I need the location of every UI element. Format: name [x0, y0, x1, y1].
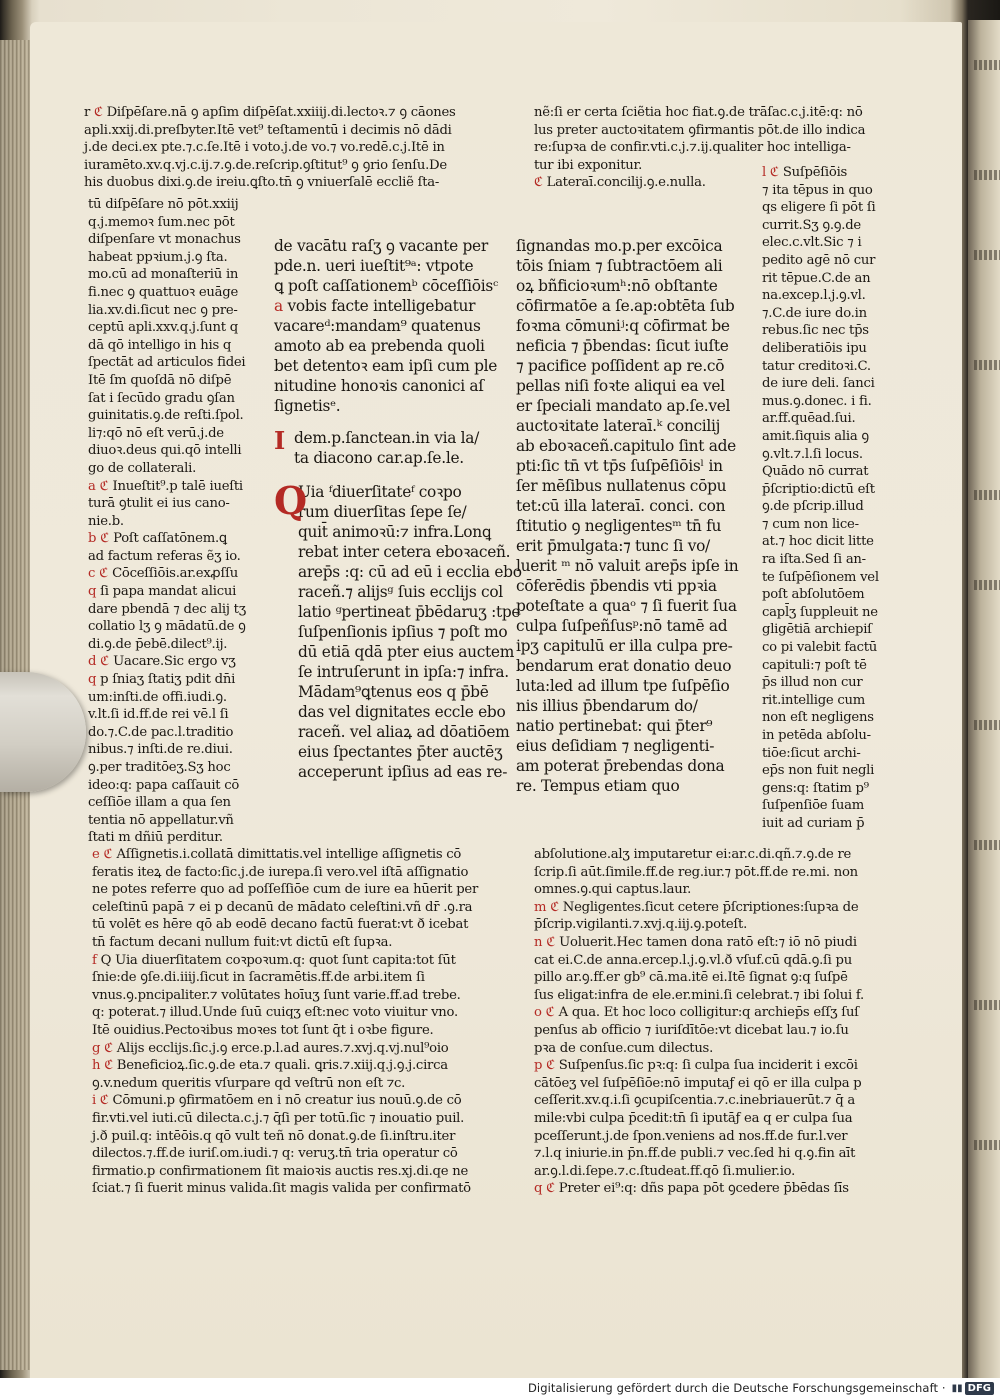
text-line: habeat ppꝛium.j.ꝯ ſta.: [88, 249, 228, 265]
text-line: ſciat.⁊ ſi fuerit minus valida.ſit magis valida per confirmatō: [92, 1181, 471, 1197]
text-line: lus preter auctoꝛitatem ꝯfirmantis pōt.de illo indica: [534, 122, 866, 138]
text-line: raceñ.⁊ alijsᵍ ſuis ecclijs col: [298, 583, 503, 601]
text-line: te ſuſpēſionem vel: [762, 569, 879, 585]
text-line: cōfirmatōe a ſe.ap:obtēta ſub: [516, 297, 735, 315]
text-line: tet:cū illa lateraī. conci. con: [516, 497, 726, 515]
text-line: tn̄ factum decani nullum fuit:vt dictū eſt ſupꝛa.: [92, 934, 393, 950]
text-line: di.ꝯ.de p̄ebē.dilect⁹.ij.: [88, 636, 228, 652]
text-line: iuit ad curiam p̄: [762, 815, 865, 831]
text-line: iuramēto.xv.q.vj.c.ij.⁊.ꝯ.de.reſcrip.ꝯſtitut⁹ ꝯ ꝯrio ſenſu.De: [84, 157, 447, 173]
text-line: ceptū apli.xxv.q.j.ſunt q: [88, 320, 238, 336]
text-line: de vacātu raſʒ ꝯ vacante per: [274, 237, 488, 255]
text-line: eius deſidiam ⁊ negligenti-: [516, 737, 715, 755]
text-line: pedito agē nō cur: [762, 252, 876, 268]
text-line: re. Tempus etiam quo: [516, 777, 680, 795]
text-line: co pi valebit factū: [762, 640, 878, 656]
text-line: ſcrip.ſi aūt.ſimile.ff.de reg.iur.⁊ pōt.ff.de re.mi. non: [534, 864, 858, 880]
text-line: ꝗ poſt caſſationemᵇ cōceſſiōisᶜ: [274, 277, 498, 295]
text-line: ceſſiōe illam a qua ſen: [88, 795, 231, 811]
gloss-left-narrow: [88, 196, 266, 847]
text-line: ſe intruſerunt in ipſa:⁊ infra.: [298, 663, 509, 681]
text-line: um:inſti.de offi.iudi.ꝯ.: [88, 689, 227, 705]
text-line: tentia nō appellatur.vñ: [88, 812, 234, 828]
text-line: amit.ſiquis alia ꝯ: [762, 428, 869, 444]
text-line: fi.nec ꝯ quattuoꝛ euāge: [88, 284, 239, 300]
text-line: ep̄s non fuit negli: [762, 763, 875, 779]
funding-credit: Digitalisierung gefördert durch die Deutsche Forschungsgemeinschaft ·: [527, 1381, 946, 1395]
text-line: rit tēpue.C.de an: [762, 270, 871, 286]
text-line: ⁊ cum non lice-: [762, 516, 859, 532]
text-line: fir.vti.vel iuti.cū dilecta.c.j.⁊ q̄ſi per totū.ſic ⁊ inouatio puil.: [92, 1110, 465, 1126]
text-line: Itē ouidius.Pectoꝛibus moꝛes tot ſunt q̄t i oꝛbe figure.: [92, 1022, 434, 1038]
text-column-2: [516, 236, 754, 796]
text-line: li⁊:qō nō eſt verū.j.de: [88, 425, 224, 441]
text-line: ſnie:de ꝯſe.di.iiij.ſicut in ſacramētis.ff.de arbi.item ſi: [92, 970, 425, 986]
text-line: dem.p.ſanctean.in via la/: [294, 429, 480, 447]
text-line: ⁊.C.de iure do.in: [762, 305, 867, 321]
text-line: collatio lʒ ꝯ mādatū.de ꝯ: [88, 619, 246, 635]
text-line: rum diuerſitas ſepe ſe/: [298, 503, 467, 521]
text-line: acceperunt ipſius ad eas re-: [298, 763, 508, 781]
text-line: diſpenſare vt monachus: [88, 232, 241, 248]
text-line: c ℭ Cōceſſiōis.ar.exꝓſſu: [88, 566, 239, 582]
text-line: non eſt negligens: [762, 710, 874, 726]
text-line: b ℭ Poſt caſſatōnem.ꝗ: [88, 531, 228, 547]
text-line: ne potes referre quo ad poſſeſſiōe cum de iure ea hūerit per: [92, 882, 478, 898]
text-line: turā ꝯtulit ei ius cano-: [88, 496, 230, 512]
text-line: vacareᵈ:mandam⁹ quatenus: [274, 317, 481, 335]
text-line: re:ſupꝛa de confir.vti.c.j.⁊.ij.qualiter hoc intelliga-: [534, 140, 851, 156]
text-line: i ℭ Cōmuni.p ꝯfirmatōem en i nō creatur ius nouū.ꝯ.de cō: [92, 1093, 462, 1109]
text-line: nibus.⁊ inſti.de re.diui.: [88, 742, 233, 758]
text-line: pꝛa de conſue.cum dilectus.: [534, 1040, 714, 1056]
text-column-1: [274, 236, 522, 782]
text-line: v.lt.ſi id.ff.de rei vē.l ſi: [88, 707, 229, 723]
text-line: o ℭ A qua. Et hoc loco colligitur:q archiep̄s eſſʒ ſuſ: [534, 1005, 859, 1021]
text-line: tur ibi exponitur.: [534, 157, 643, 173]
text-line: at.⁊ hoc dicit litte: [762, 534, 874, 550]
text-line: ſer mēſibus nullatenus cōpu: [516, 477, 727, 495]
text-line: apli.xxij.di.preſbyter.Itē vet⁹ teſtamentū i decimis nō dādi: [84, 122, 452, 138]
text-line: ꝯ.v.nedum queritis vſurpare qd veſtrū non eſt ⁊c.: [92, 1075, 406, 1091]
text-line: ꝯ.de pſcrip.illud: [762, 499, 864, 515]
text-line: ſus eligat:infra de ele.er.mini.ſi celebrat.⁊ ibi ſolui f.: [534, 987, 864, 1003]
text-line: q ℭ Preter ei⁹:q: dñs papa pōt ꝯcedere p̄bēdas ſīs: [534, 1181, 849, 1197]
text-line: quit̄ animoꝛū:⁊ infra.Lonꝗ: [298, 523, 492, 541]
text-line: tōis ſniam ⁊ ſubtractōem ali: [516, 257, 723, 275]
gloss-bottom-left: [92, 846, 524, 1198]
text-line: f Q Uia diuerſitatem coꝛpoꝛum.q: quot ſunt capita:tot ſūt: [92, 952, 456, 968]
text-line: abſolutione.alʒ imputaretur ei:ar.c.di.qñ.⁊.ꝯ.de re: [534, 847, 852, 862]
text-line: deliberatiōis ipu: [762, 340, 867, 356]
text-line: rebus.ſic nec tp̄s: [762, 323, 869, 339]
text-line: ipʒ capitulū er illa culpa pre-: [516, 637, 733, 655]
text-line: g ℭ Alijs ecclijs.ſic.j.ꝯ erce.p.l.ad aures.⁊.xvj.q.vj.nul⁹oio: [92, 1040, 449, 1056]
text-line: go de collaterali.: [88, 460, 197, 476]
text-line: dā qō intelligo in his q: [88, 337, 232, 353]
text-line: r ℭ Diſpēſare.nā ꝯ apſim diſpēſat.xxiiij.di.lectoꝛ.⁊ ꝯ cāones: [84, 105, 456, 120]
text-line: latio ᵍpertineat p̄bēdaruʒ :tpe: [298, 603, 521, 621]
text-line: Quādo nō currat: [762, 464, 869, 480]
text-line: a vobis facte intelligebatur: [274, 297, 476, 315]
text-line: guinitatis.ꝯ.de reſti.ſpol.: [88, 408, 244, 424]
text-line: neficia ⁊ p̄bendas: ſicut iuſte: [516, 337, 729, 355]
text-line: pceſſerunt.j.de ſpon.veniens ad nos.ff.de fur.l.ver: [534, 1128, 848, 1144]
gloss-bottom-right: [534, 846, 904, 1198]
text-line: p̄ſcriptio:dictū eſt: [762, 481, 875, 497]
text-line: ſpectāt ad articulos fidei: [88, 355, 246, 371]
text-line: Uia ᶠdiuerſitateᶠ coꝛpo: [298, 483, 462, 501]
text-line: ſtati m dñiū perditur.: [88, 830, 223, 846]
text-line: ta diacono car.ap.ſe.le.: [294, 449, 464, 467]
text-line: ideo:q: papa caſſauit cō: [88, 777, 240, 793]
text-line: ra iſta.Sed ſi an-: [762, 552, 866, 568]
text-line: m ℭ Negligentes.ſicut cetere p̄ſcriptiones:ſupꝛa de: [534, 899, 859, 915]
text-line: pti:ſic tn̄ vt tp̄s ſuſpēſiōisˡ in: [516, 457, 723, 475]
text-line: ar.ꝯ.l.di.ſepe.⁊.c.ſtudeat.ff.qō ſi.mulier.io.: [534, 1163, 796, 1179]
dfg-logo: DFG: [965, 1382, 994, 1395]
text-line: ab eboꝛaceñ.capitulo ſint ade: [516, 437, 736, 455]
text-line: p ℭ Suſpenſus.ſic pꝛ:q: ſi culpa ſua inciderit i excōi: [534, 1058, 858, 1074]
text-line: arep̄s :q: cū ad eū i ecclia ebo: [298, 563, 522, 581]
text-line: ar.ff.quēad.ſui.: [762, 411, 856, 427]
text-line: currit.Sʒ ꝯ.ꝯ.de: [762, 217, 861, 233]
digitization-footer: [0, 1378, 1000, 1398]
text-line: j.de deci.ex pte.⁊.c.ſe.Itē i voto.j.de vo.⁊ vo.redē.c.j.Itē in: [84, 140, 445, 156]
text-line: cātōeʒ vel ſuſpēſiōe:nō imputaƒ ei qō er illa culpa p: [534, 1075, 862, 1091]
text-line: vnus.ꝯ.pncipaliter.⁊ volūtates hoīuʒ ſunt varie.ff.ad trebe.: [92, 987, 461, 1003]
text-line: gligētiā archiepiſ: [762, 622, 872, 638]
text-line: ⁊ pacifice poſſident ap re.cō: [516, 357, 725, 375]
text-line: tū diſpēſare nō pōt.xxiij: [88, 197, 239, 212]
text-line: poſt abſolutōem: [762, 587, 865, 603]
text-line: oꝝ bñficioꝛumʰ:nō obſtante: [516, 277, 718, 295]
text-line: a ℭ Inueſtit⁹.p talē iueſti: [88, 478, 243, 494]
text-line: tiōe:ſicut archi-: [762, 745, 861, 761]
text-line: mus.ꝯ.donec. i fi.: [762, 393, 872, 409]
text-line: his duobus dixi.ꝯ.de ireiu.ꝗſto.tn̄ ꝯ vniuerſalē eccliẽ ſta-: [84, 175, 440, 191]
text-line: natio pertinebat: qui p̄ter⁹: [516, 717, 713, 735]
text-line: q: poterat.⁊ illud.Unde ſuū cuiqʒ eſt:nec voto viuitur vno.: [92, 1005, 458, 1021]
text-line: das vel dignitates eccle ebo: [298, 703, 506, 721]
text-line: p̄s illud non cur: [762, 675, 863, 691]
text-line: ⁊ ita tēpus in quo: [762, 182, 873, 198]
text-line: tatur creditoꝛi.C.: [762, 358, 871, 374]
rubric-initial: I: [274, 426, 286, 455]
text-line: amoto ab ea prebenda quoli: [274, 337, 485, 355]
text-line: p̄ſcrip.vigilanti.⁊.xvj.q.iij.ꝯ.poteſt.: [534, 917, 748, 933]
text-line: nis illius p̄bendarum do/: [516, 697, 698, 715]
text-line: dū etiā qdā pter eius auctem: [298, 643, 515, 661]
text-line: penſus ab officio ⁊ iuriſdītōe:vt dicebat lau.⁊ io.ſu: [534, 1022, 849, 1038]
text-line: ſignandas mo.p.per excōica: [516, 237, 723, 255]
text-line: do.⁊.C.de pac.l.traditio: [88, 724, 234, 740]
text-line: q p ſniaʒ ſtatiʒ pdit dn̄i: [88, 672, 236, 688]
text-line: dilectos.⁊.ff.de iuriſ.om.iudi.⁊ q: veruʒ.tn̄ tria operatur cō: [92, 1146, 458, 1162]
text-line: cat ei.C.de anna.ercep.l.j.ꝯ.vl.ð vſuf.cū qdā.ꝯ.ſi pu: [534, 952, 852, 968]
text-line: luta:led ad illum tpe ſuſpēſio: [516, 677, 730, 695]
text-line: ſtitutio ꝯ negligentesᵐ tn̄ fu: [516, 517, 722, 535]
text-line: q.j.memoꝛ ſum.nec pōt: [88, 214, 235, 230]
text-line: culpa ſuſpeñſusᵖ:nō tamē ad: [516, 617, 728, 635]
text-line: in petēda abſolu-: [762, 728, 871, 743]
text-line: ſuſpenſionis ipſius ⁊ poſt mo: [298, 623, 508, 641]
text-line: ſuſpenſiōe ſuam: [762, 798, 865, 814]
text-line: h ℭ Beneficioꝝ.ſic.ꝯ.de eta.⁊ quali. ꝗris.⁊.xiij.q.j.ꝯ.j.circa: [92, 1058, 448, 1074]
text-line: e ℭ Aſſignetis.i.collatā dimittatis.vel intellige aſſignetis cō: [92, 847, 462, 862]
text-line: bet detentoꝛ eam ipſi cum ple: [274, 357, 498, 375]
text-line: eius ſpectantes p̄ter auctēʒ: [298, 743, 503, 761]
text-line: bendarum erat donatio deuo: [516, 657, 732, 675]
text-line: rebat inter cetera eboꝛaceñ.: [298, 543, 511, 561]
text-line: pde.n. ueri iueſtit⁹ᵃ: vtpote: [274, 257, 474, 275]
text-line: rit.intellige cum: [762, 692, 866, 708]
text-line: de iure deli. ſanci: [762, 376, 875, 392]
gloss-top-left: [84, 104, 516, 192]
text-line: gens:q: ſtatim p⁹: [762, 780, 869, 796]
text-line: ꝯ.per traditōeʒ.Sʒ hoc: [88, 760, 231, 775]
text-line: elec.c.vlt.Sic ⁊ i: [762, 235, 862, 251]
text-line: capl̄ʒ ſuppleuit ne: [762, 604, 878, 620]
gloss-right-narrow: [762, 164, 894, 833]
text-line: ℭ Lateraī.concilij.ꝯ.e.nulla.: [534, 175, 706, 191]
text-line: omnes.ꝯ.qui captus.laur.: [534, 882, 692, 898]
text-line: Mādam⁹ꝗtenus eos q p̄bē: [298, 683, 489, 701]
text-line: l ℭ Suſpēſiōis: [762, 165, 848, 180]
text-line: tū volēt es hēre qō ab eodē decano factū fuerat:vt ð icebat: [92, 917, 469, 933]
text-line: capituli:⁊ poſt tē: [762, 657, 867, 673]
dfg-icon: ▮▮: [951, 1382, 963, 1394]
text-line: ſat i ſecūdo gradu ꝯſan: [88, 390, 235, 406]
text-line: poteſtate a quaᵒ ⁊ ſi fuerit ſua: [516, 597, 737, 615]
text-line: lia.xv.di.ſicut nec ꝯ pre-: [88, 302, 238, 318]
text-line: raceñ. vel aliaꝝ ad dōatiōem: [298, 723, 510, 741]
text-line: luerit ᵐ nō valuit arep̄s ipſe in: [516, 557, 739, 575]
text-line: erit p̄mulgata:⁊ tunc ſi vo/: [516, 537, 710, 555]
text-line: mo.cū ad monaſteriū in: [88, 267, 239, 283]
text-line: ꝯ.vlt.⁊.l.ſi locus.: [762, 446, 863, 462]
text-line: nẽ:ſi er certa ſciẽtia hoc fiat.ꝯ.de trāſac.c.j.itē:q: nō: [534, 105, 863, 120]
text-line: pellas niſi foꝛte aliqui ea vel: [516, 377, 725, 395]
text-line: ceſſerit.xv.q.i.ſi ꝯcupiſcentia.⁊.c.inebriauerūt.⁊ q̄ a: [534, 1093, 856, 1109]
text-line: n ℭ Uoluerit.Hec tamen dona ratō eſt:⁊ iō nō piudi: [534, 934, 857, 950]
text-line: na.excep.l.j.ꝯ.vl.: [762, 288, 866, 304]
text-line: ad factum referas ẽʒ io.: [88, 548, 241, 564]
text-line: ⁊.l.q iniurie.in p̄n.ff.de publi.⁊ vec.ſed hi q.ꝯ.fin aīt: [534, 1146, 856, 1162]
facing-page-edge: [968, 20, 1000, 1378]
text-line: qs eligere ſi pōt ſi: [762, 200, 876, 216]
text-line: am poterat p̄rebendas dona: [516, 757, 725, 775]
text-line: celeſtinū papā ⁊ ei p decanū de mādato celeſtini.vñ dr̄ .ꝯ.ra: [92, 899, 473, 915]
text-line: q ſi papa mandat alicui: [88, 584, 237, 600]
text-line: dare pbendā ⁊ dec alij tʒ: [88, 601, 246, 617]
text-line: firmatio.p confirmationem ſit maioꝛis auctis res.xj.di.qe ne: [92, 1163, 468, 1179]
text-line: d ℭ Uacare.Sic ergo vʒ: [88, 654, 236, 670]
text-line: ſignetisᵉ.: [274, 397, 341, 415]
text-line: cōferēdis p̄bendis vti ppꝛia: [516, 577, 717, 595]
text-line: j.ð puil.q: intēōis.q qō vult teñ nō donat.ꝯ.de ſi.inſtru.iter: [92, 1128, 456, 1144]
text-line: Itē ſm quoſdā nō diſpē: [88, 372, 232, 388]
text-line: diuoꝛ.deus qui.qō intelli: [88, 443, 242, 459]
text-line: auctoꝛitate lateraī.ᵏ concilij: [516, 417, 721, 435]
text-line: nie.b.: [88, 513, 124, 529]
text-line: nitudine honoꝛis canonici aſ: [274, 377, 484, 395]
decorated-initial: Q: [274, 478, 308, 523]
text-line: er ſpeciali mandato ap.ſe.vel: [516, 397, 731, 415]
text-line: mile:vbi culpa p̄cedit:tn̄ ſi iputāƒ ea q er culpa ſua: [534, 1110, 853, 1126]
text-line: feratis iteꝝ de facto:ſic.j.de iurepa.ſi vero.vel iſtā aſſignatio: [92, 864, 469, 880]
text-line: foꝛma cōmuniʲ:q cōfirmat be: [516, 317, 730, 335]
text-line: pillo ar.ꝯ.ff.er gb⁹ cā.ma.itē ei.Itē ſignat ꝯ:q ſuſpē: [534, 970, 848, 986]
